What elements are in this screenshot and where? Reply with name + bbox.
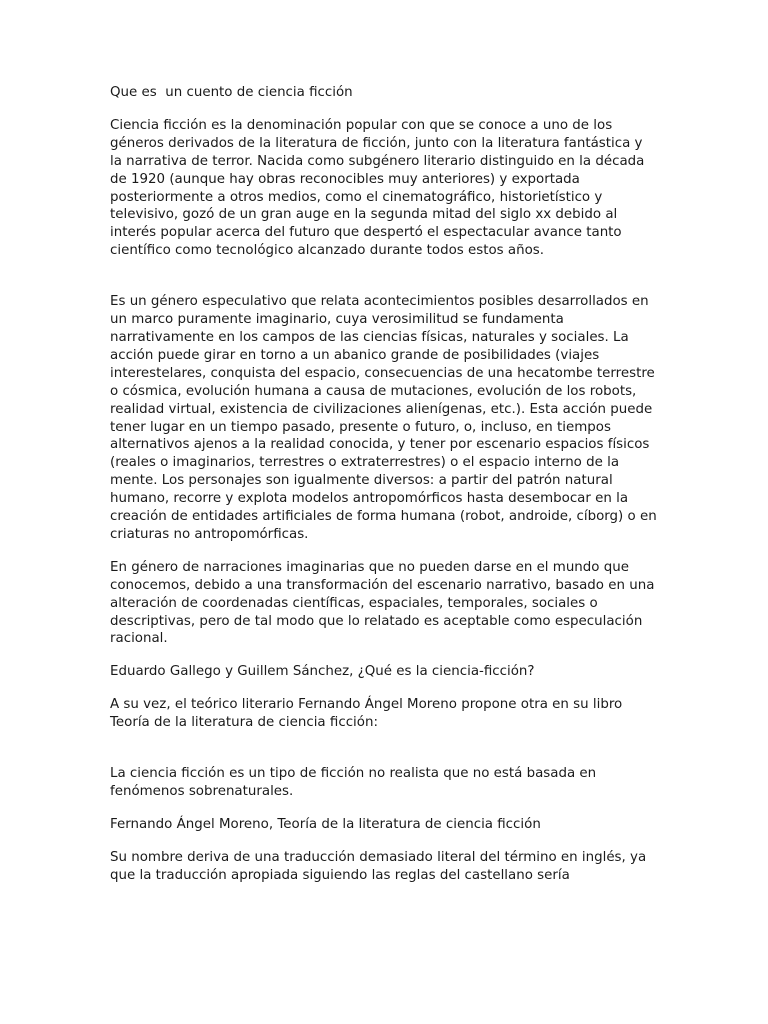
paragraph-speculative-genre: Es un género especulativo que relata acontecimientos posibles desarrollados en un marco puramente imaginario, cuya verosimilitud se fundamenta narrativamente en los campos de las ciencias físicas, naturales y sociales. La acción puede girar en torno a un abanico grande de posibilidades (viajes interestelares, conquista del espacio, consecuencias de una hecatombe terrestre o cósmica, evolución humana a causa de mutaciones, evolución de los robots, realidad virtual, existencia de civilizaciones alienígenas, etc.). Esta acción puede tener lugar en un tiempo pasado, presente o futuro, o, incluso, en tiempos alternativos ajenos a la realidad conocida, y tener por escenario espacios físicos (reales o imaginarios, terrestres o extraterrestres) o el espacio interno de la mente. Los personajes son igualmente diversos: a partir del patrón natural humano, recorre y explota modelos antropomórficos hasta desembocar en la creación de entidades artificiales de forma humana (robot, androide, cíborg) o en criaturas no antropomórficas.	[110, 294, 657, 542]
paragraph-name-origin: Su nombre deriva de una traducción demasiado literal del término en inglés, ya que la traducción apropiada siguiendo las reglas del castellano sería	[110, 849, 647, 883]
quote-gallego-sanchez: En género de narraciones imaginarias que no pueden darse en el mundo que conocemos, debido a una transformación del escenario narrativo, basado en una alteración de coordenadas científicas, espaciales, temporales, sociales o descriptivas, pero de tal modo que lo relatado es aceptable como especulación racional.	[110, 559, 655, 647]
document-title: Que es un cuento de ciencia ficción	[110, 85, 353, 100]
citation-moreno: Fernando Ángel Moreno, Teoría de la literatura de ciencia ficción	[110, 816, 541, 832]
quote-moreno: La ciencia ficción es un tipo de ficción no realista que no está basada en fenómenos sobrenaturales.	[110, 766, 597, 799]
document-body	[110, 84, 658, 900]
paragraph-definition: Ciencia ficción es la denominación popular con que se conoce a uno de los géneros derivados de la literatura de ficción, junto con la literatura fantástica y la narrativa de terror. Nacida como subgénero literario distinguido en la década de 1920 (aunque hay obras reconocibles muy anteriores) y exportada posteriormente a otros medios, como el cinematográfico, historietístico y televisivo, gozó de un gran auge en la segunda mitad del siglo xx debido al interés popular acerca del futuro que despertó el espectacular avance tanto científico como tecnológico alcanzado durante todos estos años.	[110, 117, 645, 259]
paragraph-moreno-intro: A su vez, el teórico literario Fernando Ángel Moreno propone otra en su libro Teoría de la literatura de ciencia ficción:	[110, 697, 623, 731]
citation-gallego-sanchez: Eduardo Gallego y Guillem Sánchez, ¿Qué es la ciencia-ficción?	[110, 664, 535, 680]
